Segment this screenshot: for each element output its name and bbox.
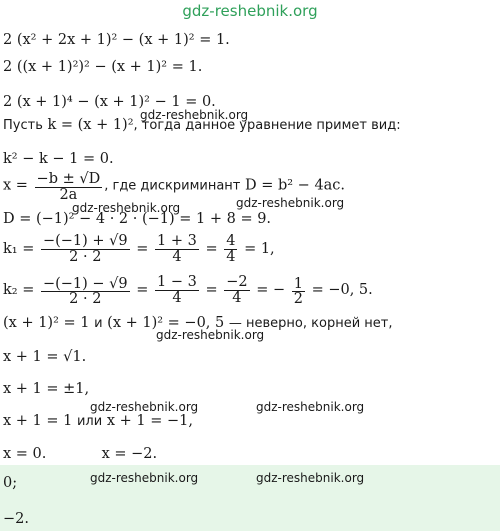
discriminant-formula: D = b² − 4ac. <box>244 177 346 194</box>
watermark: gdz-reshebnik.org <box>72 201 181 215</box>
formula-numerator: −b ± √D <box>36 171 101 187</box>
k2-num-3: −2 <box>226 274 248 290</box>
substitution-text-1: Пусть <box>3 118 43 133</box>
plus-minus-step: x + 1 = ±1, <box>3 381 90 397</box>
k1-den-3: 4 <box>226 248 236 265</box>
k2-den-2: 4 <box>172 289 182 306</box>
k1-den-1: 2 · 2 <box>69 248 102 265</box>
k2-den-1: 2 · 2 <box>69 292 102 304</box>
k2-num-1: −(−1) − √9 <box>42 275 128 292</box>
k1-den-2: 4 <box>172 248 182 265</box>
split-or: или <box>76 414 103 429</box>
k1-result: = 1, <box>244 241 275 257</box>
answer-value-2: −2. <box>3 511 29 527</box>
roots-formula-fraction <box>35 172 103 199</box>
equation-line-1: 2 (x² + 2x + 1)² − (x + 1)² = 1. <box>3 32 230 48</box>
k2-lhs: k₂ = <box>3 282 35 298</box>
k1-fraction-2 <box>155 234 199 264</box>
watermark: gdz-reshebnik.org <box>90 471 199 485</box>
quadratic-equation: k² − k − 1 = 0. <box>3 151 114 167</box>
k1-num-3: 4 <box>226 233 236 249</box>
discriminant-text: , где дискриминант <box>104 178 241 194</box>
k2-den-3: 4 <box>232 289 242 306</box>
k2-den-4: 2 <box>293 292 303 304</box>
k2-fraction-3 <box>224 275 249 305</box>
back-sub-note: — неверно, корней нет, <box>228 316 393 331</box>
root-k2-line: k₂ = $\frac{-(-1) - √9}{2 \cdot 2}$ = $\frac{1 - 3}{4}$ = $\frac{-2}{4}$ = − $\frac{1}{2}$ = −0, 5. <box>3 274 373 306</box>
equation-line-2: 2 ((x + 1)²)² − (x + 1)² = 1. <box>3 59 203 75</box>
equation-line-3: 2 (x + 1)⁴ − (x + 1)² − 1 = 0. <box>3 94 216 110</box>
k1-fraction-3 <box>224 234 237 264</box>
substitution-math: k = (x + 1)² <box>47 117 134 133</box>
back-sub-math-2: (x + 1)² = −0, 5 <box>107 315 225 331</box>
roots-formula-line <box>3 172 345 199</box>
watermark: gdz-reshebnik.org <box>256 471 365 485</box>
split-equation-a: x + 1 = 1 <box>3 413 73 429</box>
k1-num-2: 1 + 3 <box>157 233 197 249</box>
root-k1-line: k₁ = $\frac{-(-1) + √9}{2 \cdot 2}$ = $\frac{1 + 3}{4}$ = $\frac{4}{4}$ = 1, <box>3 233 275 265</box>
watermark: gdz-reshebnik.org <box>156 328 265 342</box>
k1-num-1: −(−1) + √9 <box>42 233 128 249</box>
k1-fraction-1 <box>41 234 130 264</box>
formula-lhs: x = <box>3 177 28 194</box>
k2-num-4: 1 <box>293 275 303 292</box>
solutions-line <box>3 447 157 462</box>
answer-block <box>0 465 500 531</box>
split-equation-b: x + 1 = −1, <box>106 413 193 429</box>
back-sub-math-1: (x + 1)² = 1 <box>3 315 90 331</box>
watermark: gdz-reshebnik.org <box>256 400 365 414</box>
site-watermark-top: gdz-reshebnik.org <box>182 2 318 20</box>
watermark: gdz-reshebnik.org <box>236 196 345 210</box>
k2-fraction-4 <box>292 277 305 304</box>
watermark: gdz-reshebnik.org <box>140 108 249 122</box>
formula-denominator: 2a <box>59 187 78 199</box>
sqrt-step: x + 1 = √1. <box>3 349 87 365</box>
k2-num-2: 1 − 3 <box>157 274 197 290</box>
watermark: gdz-reshebnik.org <box>90 400 199 414</box>
k2-result: = −0, 5. <box>311 282 373 298</box>
solution-x1: x = 0. <box>3 446 47 462</box>
split-equations-line <box>3 414 193 429</box>
substitution-text-2: , тогда данное уравнение примет вид: <box>133 118 401 133</box>
solution-x2: x = −2. <box>101 446 158 462</box>
k1-lhs: k₁ = <box>3 241 35 257</box>
k2-fraction-1 <box>41 277 130 304</box>
discriminant-value: D = (−1)² − 4 · 2 · (−1) = 1 + 8 = 9. <box>3 211 272 227</box>
k2-fraction-2 <box>155 275 199 305</box>
back-sub-and: и <box>94 316 103 331</box>
answer-value-1: 0; <box>3 475 18 491</box>
